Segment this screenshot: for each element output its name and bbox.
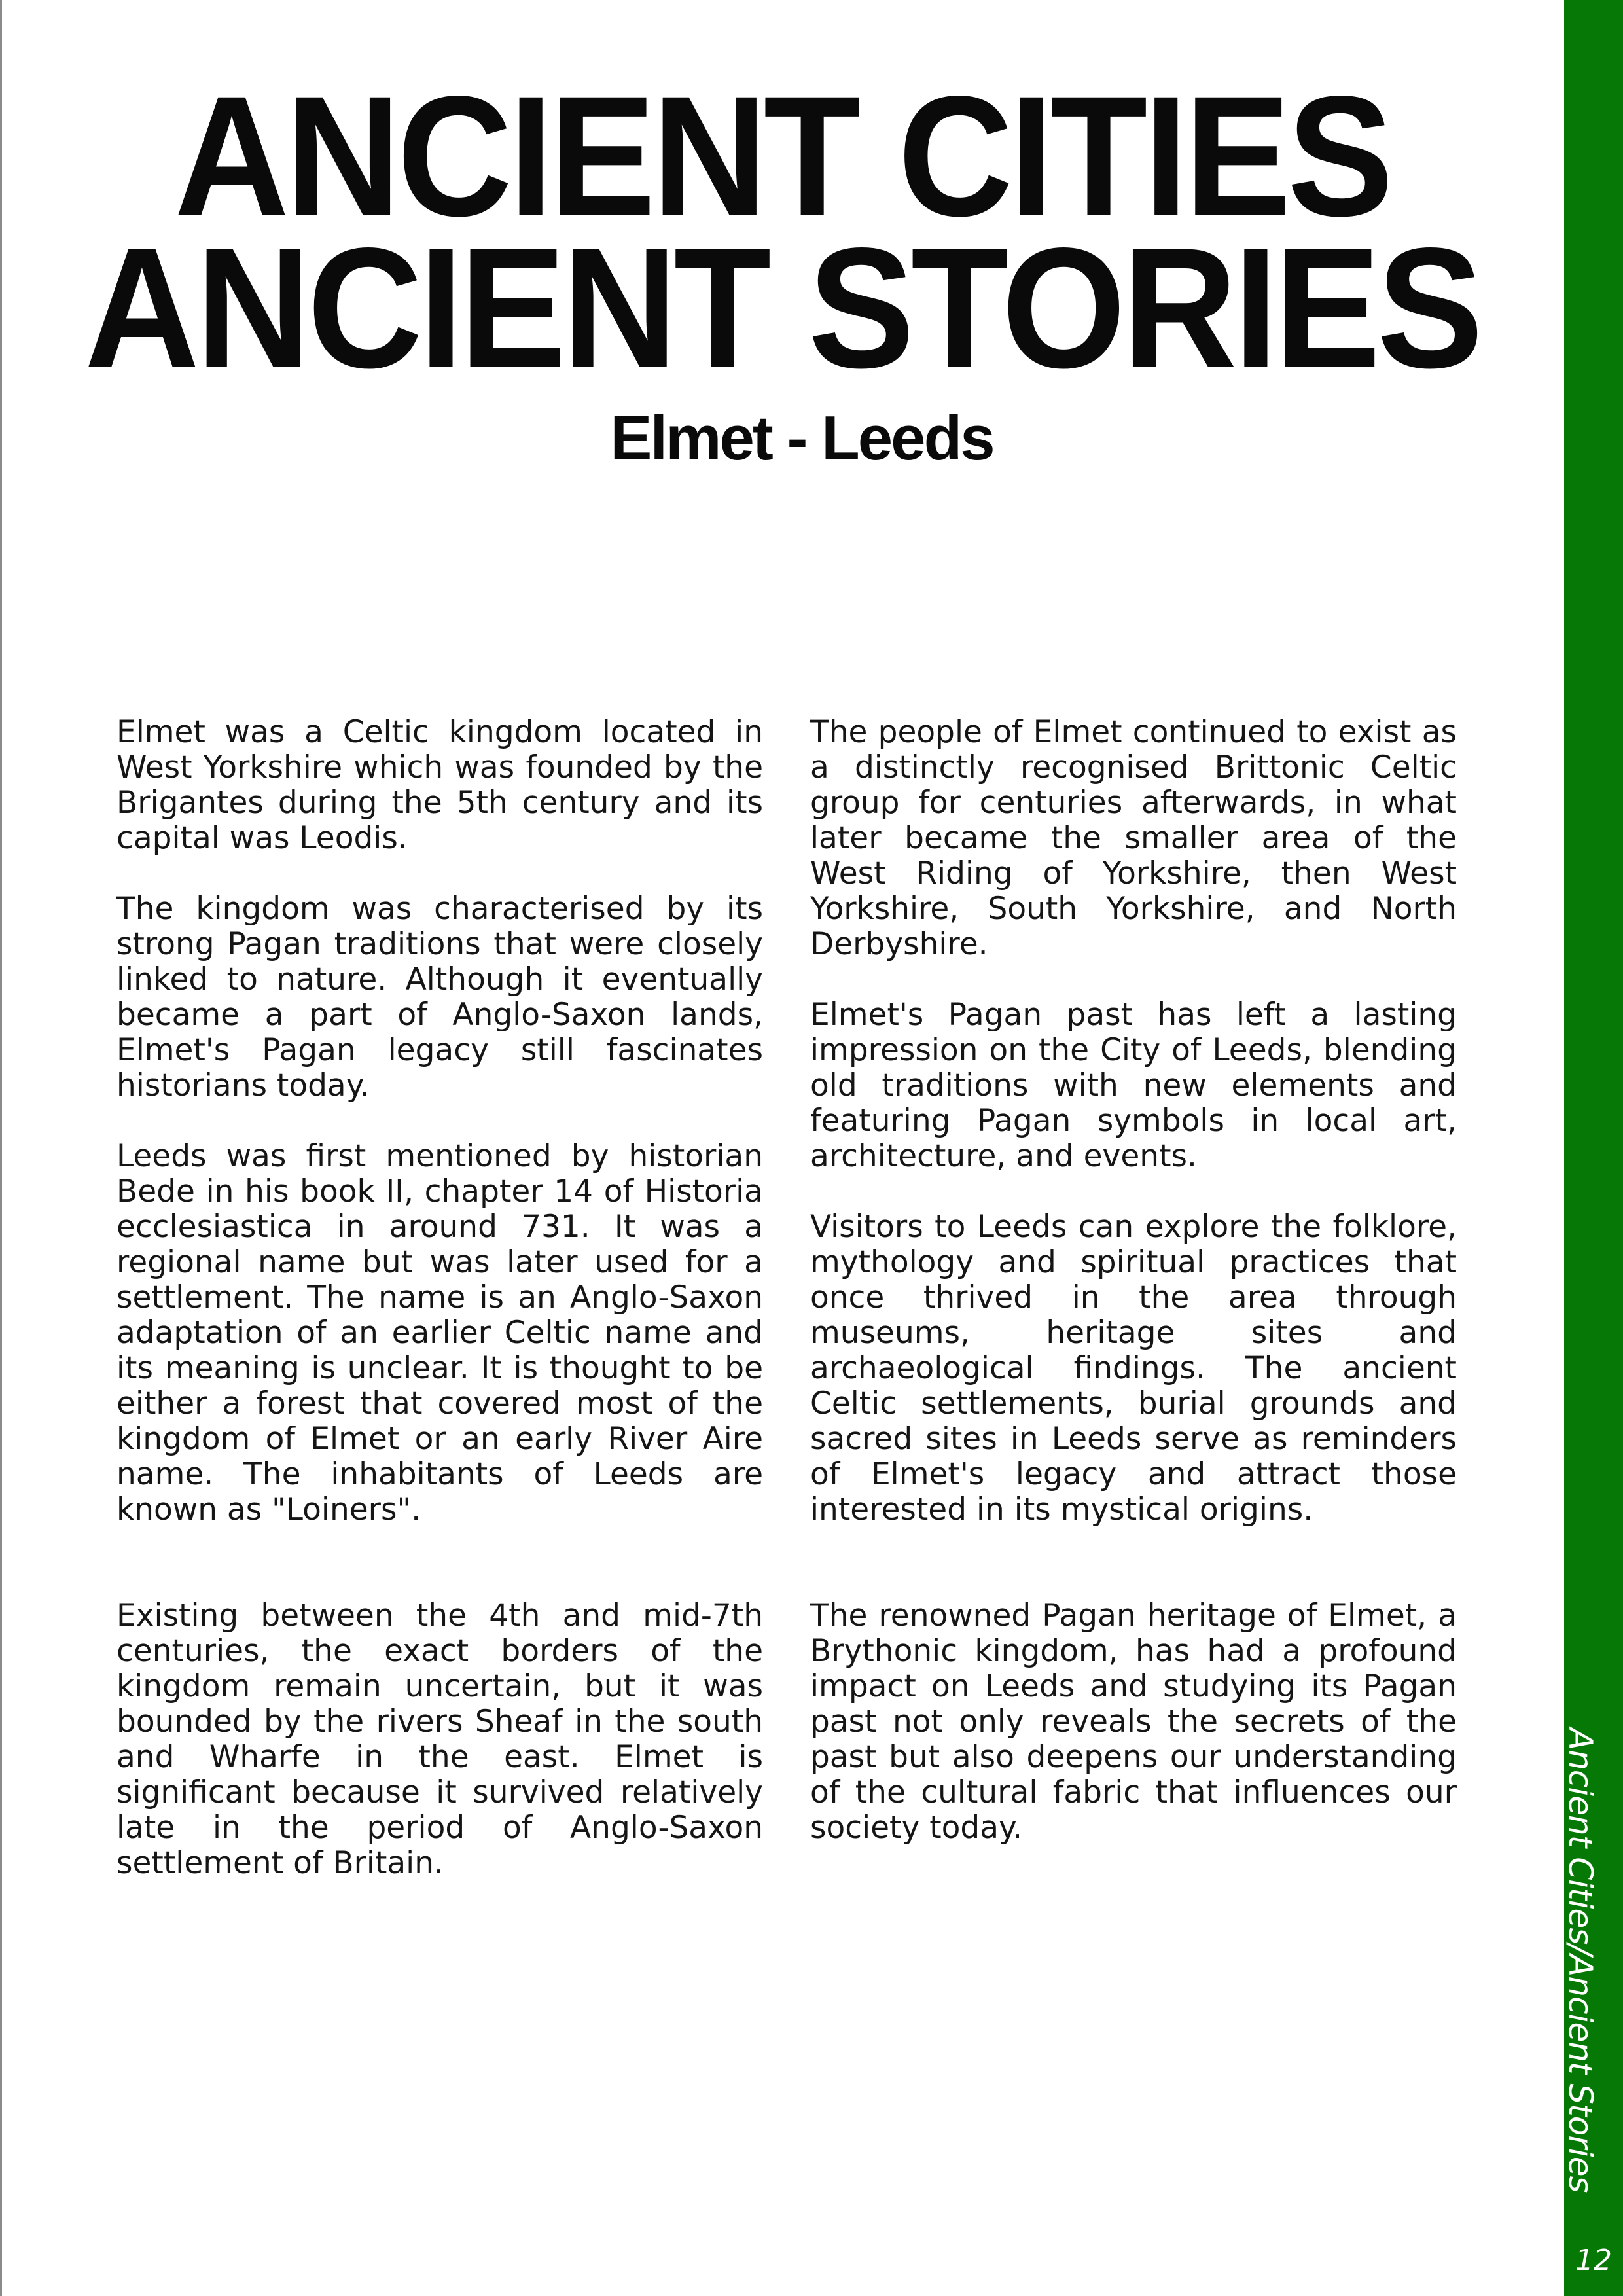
article-paragraph: Leeds was first mentioned by historian Bede in his book II, chapter 14 of Historia ecclesiastica in around 731. It was a regional name but was later used for a settlement. The name is an Anglo-Saxon adaptation of an earlier Celtic name and its meaning is unclear. It is thought to be either a forest that covered most of the kingdom of Elmet or an early River Aire name. The inhabitants of Leeds are known as "Loiners". bbox=[116, 1138, 763, 1528]
page-subtitle: Elmet - Leeds bbox=[610, 403, 993, 473]
article-right-column bbox=[810, 715, 1457, 1881]
article-paragraph: Visitors to Leeds can explore the folklore, mythology and spiritual practices that once thrived in the area through museums, heritage sites and archaeological findings. The ancient Celtic settlements, burial grounds and sacred sites in Leeds serve as reminders of Elmet's legacy and attract those interested in its mystical origins. bbox=[810, 1209, 1457, 1528]
article-paragraph: The kingdom was characterised by its strong Pagan traditions that were closely linked to nature. Although it eventually became a part of Anglo-Saxon lands, Elmet's Pagan legacy still fascinates historians today. bbox=[116, 891, 763, 1103]
article-paragraph: Elmet's Pagan past has left a lasting impression on the City of Leeds, blending old traditions with new elements and featuring Pagan symbols in local art, architecture, and events. bbox=[810, 997, 1457, 1174]
article-paragraph: Elmet was a Celtic kingdom located in West Yorkshire which was founded by the Brigantes during the 5th century and its capital was Leodis. bbox=[116, 714, 763, 856]
article-paragraph: The people of Elmet continued to exist as a distinctly recognised Brittonic Celtic group for centuries afterwards, in what later became the smaller area of the West Riding of Yorkshire, then West Yorkshire, South Yorkshire, and North Derbyshire. bbox=[810, 714, 1457, 962]
sidebar-title: Ancient Cities/Ancient Stories bbox=[1561, 1728, 1599, 2193]
page-title-line-1: ANCIENT CITIES bbox=[174, 60, 1390, 252]
page-title-line-2: ANCIENT STORIES bbox=[84, 212, 1480, 404]
article-left-column bbox=[116, 715, 763, 1916]
page-number: 12 bbox=[1575, 2244, 1612, 2277]
page-edge bbox=[0, 0, 2, 2296]
article-paragraph: Existing between the 4th and mid-7th centuries, the exact borders of the kingdom remain uncertain, but it was bounded by the rivers Sheaf in the south and Wharfe in the east. Elmet is significant because it survived relatively late in the period of Anglo-Saxon settlement of Britain. bbox=[116, 1598, 763, 1881]
article-paragraph: The renowned Pagan heritage of Elmet, a Brythonic kingdom, has had a profound impact on Leeds and studying its Pagan past not only reveals the secrets of the past but also deepens our understanding of the cultural fabric that influences our society today. bbox=[810, 1598, 1457, 1846]
